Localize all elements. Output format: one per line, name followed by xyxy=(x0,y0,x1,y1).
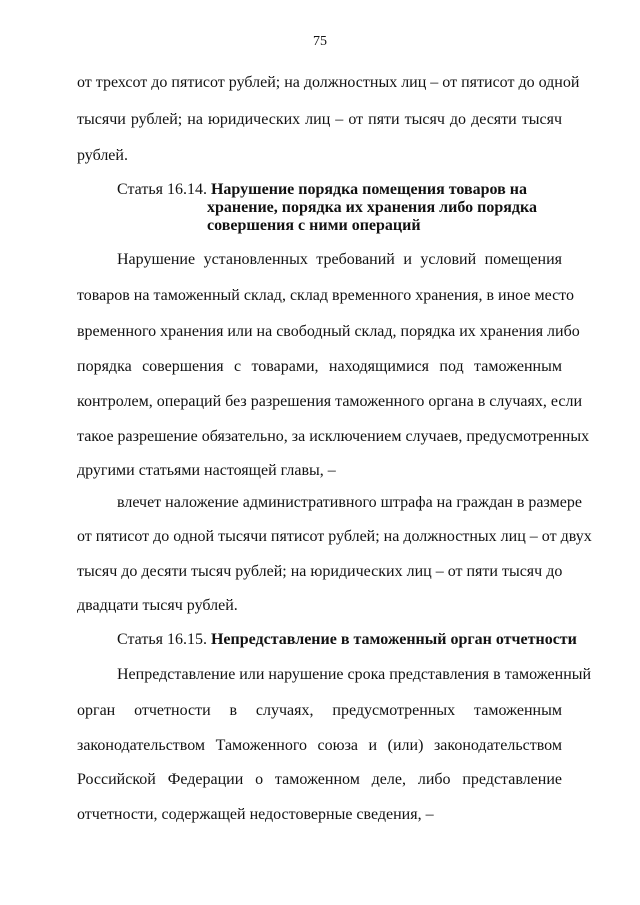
paragraph-line: тысяч до десяти тысяч рублей; на юридических лиц – от пяти тысяч до xyxy=(77,563,563,580)
paragraph-line: отчетности, содержащей недостоверные сведения, – xyxy=(77,806,434,823)
article-title-line: Нарушение порядка помещения товаров на xyxy=(210,181,527,198)
paragraph-line: двадцати тысяч рублей. xyxy=(77,597,238,614)
article-title: Непредставление в таможенный орган отчетности xyxy=(210,631,577,648)
article-heading xyxy=(117,180,527,199)
paragraph-line: Непредставление или нарушение срока представления в таможенный xyxy=(117,666,592,683)
paragraph-line: Нарушение установленных требований и условий помещения xyxy=(117,251,562,268)
paragraph-line: временного хранения или на свободный склад, порядка их хранения либо xyxy=(77,323,580,340)
paragraph-line: такое разрешение обязательно, за исключением случаев, предусмотренных xyxy=(77,428,590,445)
article-title-line: хранение, порядка их хранения либо порядка xyxy=(207,199,537,216)
paragraph-line: другими статьями настоящей главы, – xyxy=(77,462,336,479)
paragraph-line: от пятисот до одной тысячи пятисот рублей; на должностных лиц – от двух xyxy=(77,528,592,545)
paragraph-line: орган отчетности в случаях, предусмотренных таможенным xyxy=(77,702,562,719)
paragraph-line: законодательством Таможенного союза и (или) законодательством xyxy=(77,737,562,754)
paragraph-line: от трехсот до пятисот рублей; на должностных лиц – от пятисот до одной xyxy=(77,74,580,91)
paragraph-line: контролем, операций без разрешения таможенного органа в случаях, если xyxy=(77,393,583,410)
article-number: Статья 16.15. xyxy=(117,631,207,648)
article-heading xyxy=(117,630,577,649)
paragraph-line: влечет наложение административного штрафа на граждан в размере xyxy=(117,494,582,511)
paragraph-line: порядка совершения с товарами, находящимися под таможенным xyxy=(77,358,562,375)
paragraph-line: Российской Федерации о таможенном деле, либо представление xyxy=(77,771,562,788)
paragraph-line: рублей. xyxy=(77,147,128,164)
paragraph-line: тысячи рублей; на юридических лиц – от пяти тысяч до десяти тысяч xyxy=(77,111,562,128)
article-title-line: совершения с ними операций xyxy=(207,217,421,234)
article-number: Статья 16.14. xyxy=(117,181,207,198)
page-number: 75 xyxy=(313,34,327,49)
paragraph-line: товаров на таможенный склад, склад временного хранения, в иное место xyxy=(77,287,574,304)
